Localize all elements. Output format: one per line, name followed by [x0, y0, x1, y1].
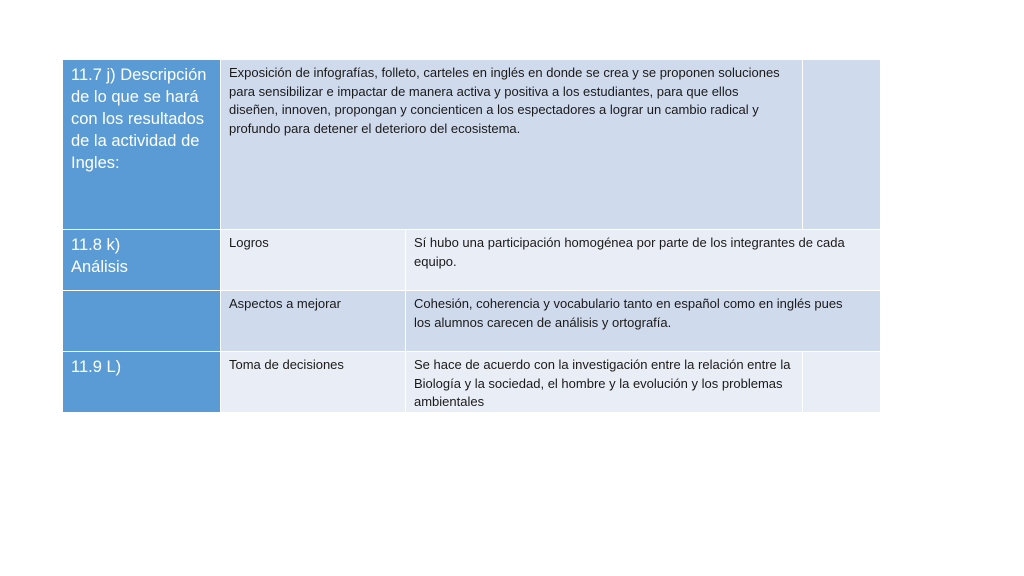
- row-header-11-7: [63, 60, 221, 230]
- row-header-line2: Análisis: [71, 258, 128, 276]
- value-cell-aspectos: Cohesión, coherencia y vocabulario tanto en español como en inglés pues los alumnos carecen de análisis y ortografía.: [406, 291, 881, 352]
- empty-cell: [803, 352, 881, 413]
- label-cell-toma: Toma de decisiones: [221, 352, 406, 413]
- value-cell-logros: Sí hubo una participación homogénea por parte de los integrantes de cada equipo.: [406, 230, 881, 291]
- description-cell: [221, 60, 803, 230]
- row-header-11-9: 11.9 L): [63, 352, 221, 413]
- empty-cell: [803, 60, 881, 230]
- label-cell-logros: Logros: [221, 230, 406, 291]
- description-text: Exposición de infografías, folleto, carteles en inglés en donde se crea y se proponen soluciones para sensibilizar e impactar de manera activa y positiva a los estudiantes, para que ellos diseñen, innoven, propongan y concienticen a los espectadores a lograr un cambio radical y profundo para detener el deterioro del ecosistema.: [229, 65, 780, 136]
- label-cell-aspectos: Aspectos a mejorar: [221, 291, 406, 352]
- value-cell-toma: Se hace de acuerdo con la investigación entre la relación entre la Biología y la sociedad, el hombre y la evolución y los problemas ambientales: [406, 352, 803, 413]
- table-row: [63, 352, 881, 413]
- table-row: [63, 230, 881, 291]
- table-row: [63, 291, 881, 352]
- row-header-text: 11.7 j) Descripción de lo que se hará con los resultados de la actividad de Ingles:: [71, 66, 207, 172]
- row-header-empty: [63, 291, 221, 352]
- activity-results-table: [62, 59, 881, 413]
- row-header-line1: 11.8 k): [71, 236, 121, 254]
- table-row: [63, 60, 881, 230]
- row-header-11-8: [63, 230, 221, 291]
